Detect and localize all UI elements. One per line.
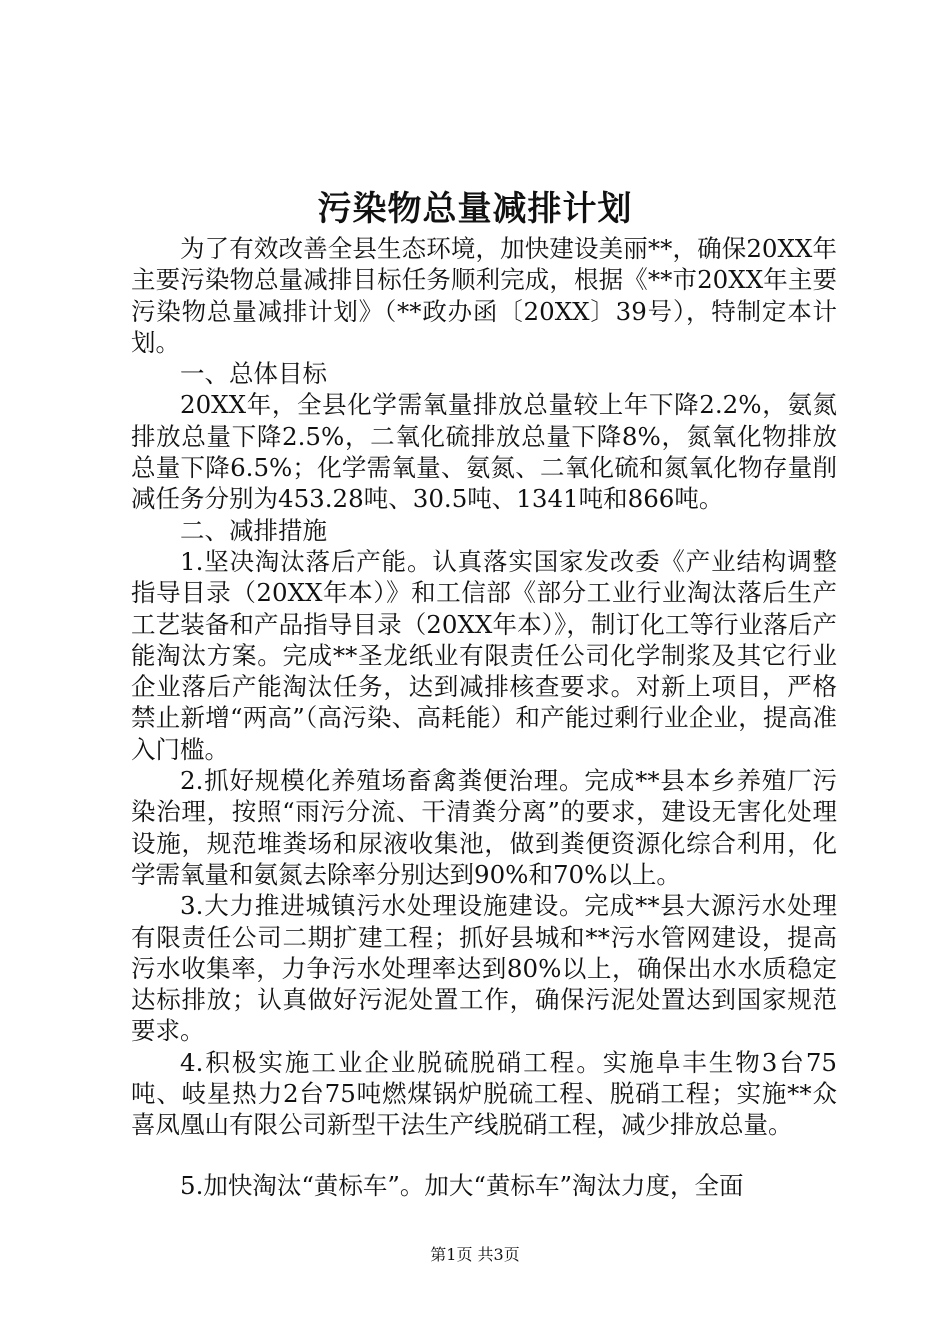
measure-paragraph-1: 1.坚决淘汰落后产能。认真落实国家发改委《产业结构调整指导目录（20XX年本）》和工信部《部分工业行业淘汰落后生产工艺装备和产品指导目录（20XX年本）》，制订化工等行业落后产能淘汰方案。完成**圣龙纸业有限责任公司化学制浆及其它行业企业落后产能淘汰任务，达到减排核查要求。对新上项目，严格禁止新增“两高”（高污染、高耗能）和产能过剩行业企业，提高准入门槛。 bbox=[131, 546, 837, 764]
measure-paragraph-5: 5.加快淘汰“黄标车”。加大“黄标车”淘汰力度，全面 bbox=[180, 1170, 744, 1200]
document-title: 污染物总量减排计划 bbox=[317, 189, 633, 229]
intro-paragraph: 为了有效改善全县生态环境，加快建设美丽**，确保20XX年主要污染物总量减排目标任务顺利完成，根据《**市20XX年主要污染物总量减排计划》（**政办函〔20XX〕39号），特制定本计划。 bbox=[131, 234, 837, 357]
measure-paragraph-2: 2.抓好规模化养殖场畜禽粪便治理。完成**县本乡养殖厂污染治理，按照“雨污分流、干清粪分离”的要求，建设无害化处理设施，规范堆粪场和尿液收集池，做到粪便资源化综合利用，化学需氧量和氨氮去除率分别达到90%和70%以上。 bbox=[131, 766, 837, 889]
goals-paragraph: 20XX年，全县化学需氧量排放总量较上年下降2.2%，氨氮排放总量下降2.5%，二氧化硫排放总量下降8%，氮氧化物排放总量下降6.5%；化学需氧量、氨氮、二氧化硫和氮氧化物存量削减任务分别为453.28吨、30.5吨、1341吨和866吨。 bbox=[131, 390, 837, 514]
section-heading-goals: 一、总体目标 bbox=[180, 359, 327, 389]
page-footer: 第1页 共3页 bbox=[430, 1245, 520, 1264]
measure-paragraph-3: 3.大力推进城镇污水处理设施建设。完成**县大源污水处理有限责任公司二期扩建工程；抓好县城和**污水管网建设，提高污水收集率，力争污水处理率达到80%以上，确保出水水质稳定达标排放；认真做好污泥处置工作，确保污泥处置达到国家规范要求。 bbox=[131, 891, 837, 1046]
section-heading-measures: 二、减排措施 bbox=[180, 515, 327, 545]
measure-paragraph-4: 4.积极实施工业企业脱硫脱硝工程。实施阜丰生物3台75吨、岐星热力2台75吨燃煤锅炉脱硫工程、脱硝工程；实施**众喜凤凰山有限公司新型干法生产线脱硝工程，减少排放总量。 bbox=[131, 1047, 837, 1140]
document-body bbox=[131, 233, 837, 1201]
